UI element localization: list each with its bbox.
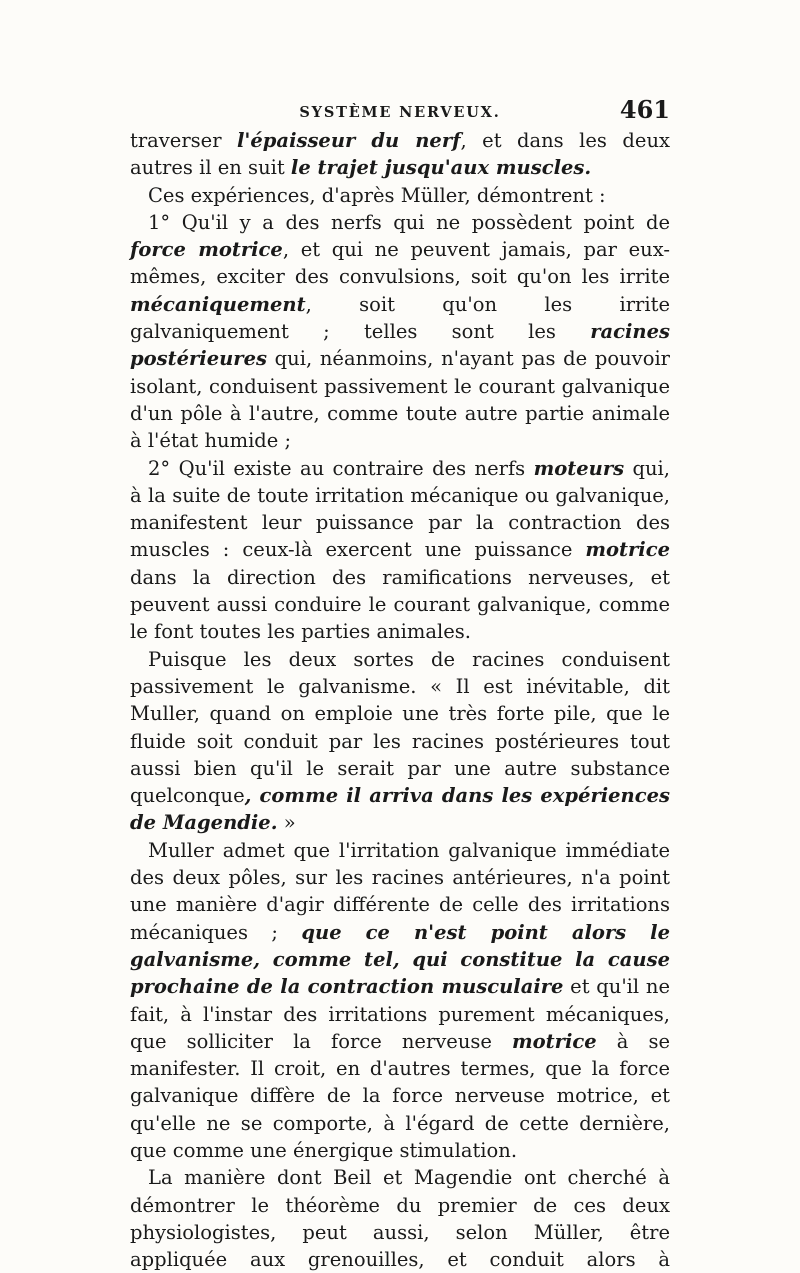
- text-run: traverser: [130, 129, 238, 152]
- paragraph-7: [130, 1164, 670, 1273]
- text-run: Ces expériences, d'après Müller, démontrent :: [148, 183, 606, 207]
- text-run: »: [277, 811, 296, 835]
- paragraph-4: [130, 455, 670, 646]
- emphasis: l'épaisseur du nerf: [237, 129, 461, 152]
- page-header: [130, 95, 670, 128]
- emphasis: racines postérieures: [130, 320, 670, 371]
- text-run: et qu'il ne fait, à l'instar des irritations purement mécaniques, que solliciter la force nerveuse: [130, 975, 670, 1053]
- emphasis: le trajet jusqu'aux muscles.: [290, 156, 592, 180]
- emphasis: moteurs: [533, 456, 625, 480]
- text-run: Muller admet que l'irritation galvanique immédiate des deux pôles, sur les racines antérieures, n'a point une manière d'agir différente de celle des irritations mécaniques ;: [130, 838, 670, 944]
- page-number: 461: [619, 95, 670, 124]
- text-run: La manière dont Beil et Magendie ont cherché à démontrer le théorème du premier de ces deux physiologistes, peut aussi, selon Müller, être appliquée aux grenouilles, et conduit alors à: [130, 1166, 670, 1272]
- running-title: SYSTÈME NERVEUX.: [299, 104, 501, 121]
- text-run: , et dans les deux autres il en suit: [130, 129, 670, 180]
- text-run: , soit qu'on les irrite galvaniquement ; telles sont les: [130, 292, 670, 344]
- text-run: Puisque les deux sortes de racines conduisent passivement le galvanisme. « Il est inévitable, dit Muller, quand on emploie une très forte pile, que le fluide soit conduit par les racines postérieures tout aussi bien qu'il le serait par une autre substance quelconque: [130, 647, 670, 808]
- emphasis: motrice: [585, 538, 670, 562]
- paragraph-2: [130, 182, 670, 209]
- paragraph-6: [130, 837, 670, 1165]
- text-run: à se manifester. Il croit, en d'autres termes, que la force galvanique diffère de la force nerveuse motrice, et qu'elle ne se comporte, à l'égard de cette dernière, que comme une énergique stimulation.: [130, 1029, 670, 1162]
- paragraph-5: [130, 646, 670, 837]
- text-run: , et qui ne peuvent jamais, par eux-mêmes, exciter des convulsions, soit qu'on les irrite: [130, 238, 670, 289]
- text-run: dans la direction des ramifications nerveuses, et peuvent aussi conduire le courant galvanique, comme le font toutes les parties animales.: [130, 565, 670, 644]
- body-text: [130, 127, 670, 1273]
- text-run: qui, à la suite de toute irritation mécanique ou galvanique, manifestent leur puissance par la contraction des muscles : ceux-là exercent une puissance: [130, 456, 670, 562]
- emphasis: force motrice: [130, 238, 283, 262]
- text-run: 2° Qu'il existe au contraire des nerfs: [148, 456, 534, 480]
- emphasis: , comme il arriva dans les expériences de Magendie.: [130, 784, 670, 835]
- emphasis: motrice: [512, 1029, 597, 1053]
- emphasis: mécaniquement: [130, 292, 306, 316]
- paragraph-3: [130, 209, 670, 455]
- text-run: qui, néanmoins, n'ayant pas de pouvoir isolant, conduisent passivement le courant galvanique d'un pôle à l'autre, comme toute autre partie animale à l'état humide ;: [130, 347, 670, 453]
- text-run: 1° Qu'il y a des nerfs qui ne possèdent point de: [148, 210, 670, 234]
- paragraph-1: [130, 127, 670, 182]
- emphasis: que ce n'est point alors le galvanisme, comme tel, qui constitue la cause prochaine de la contraction musculaire: [130, 920, 670, 999]
